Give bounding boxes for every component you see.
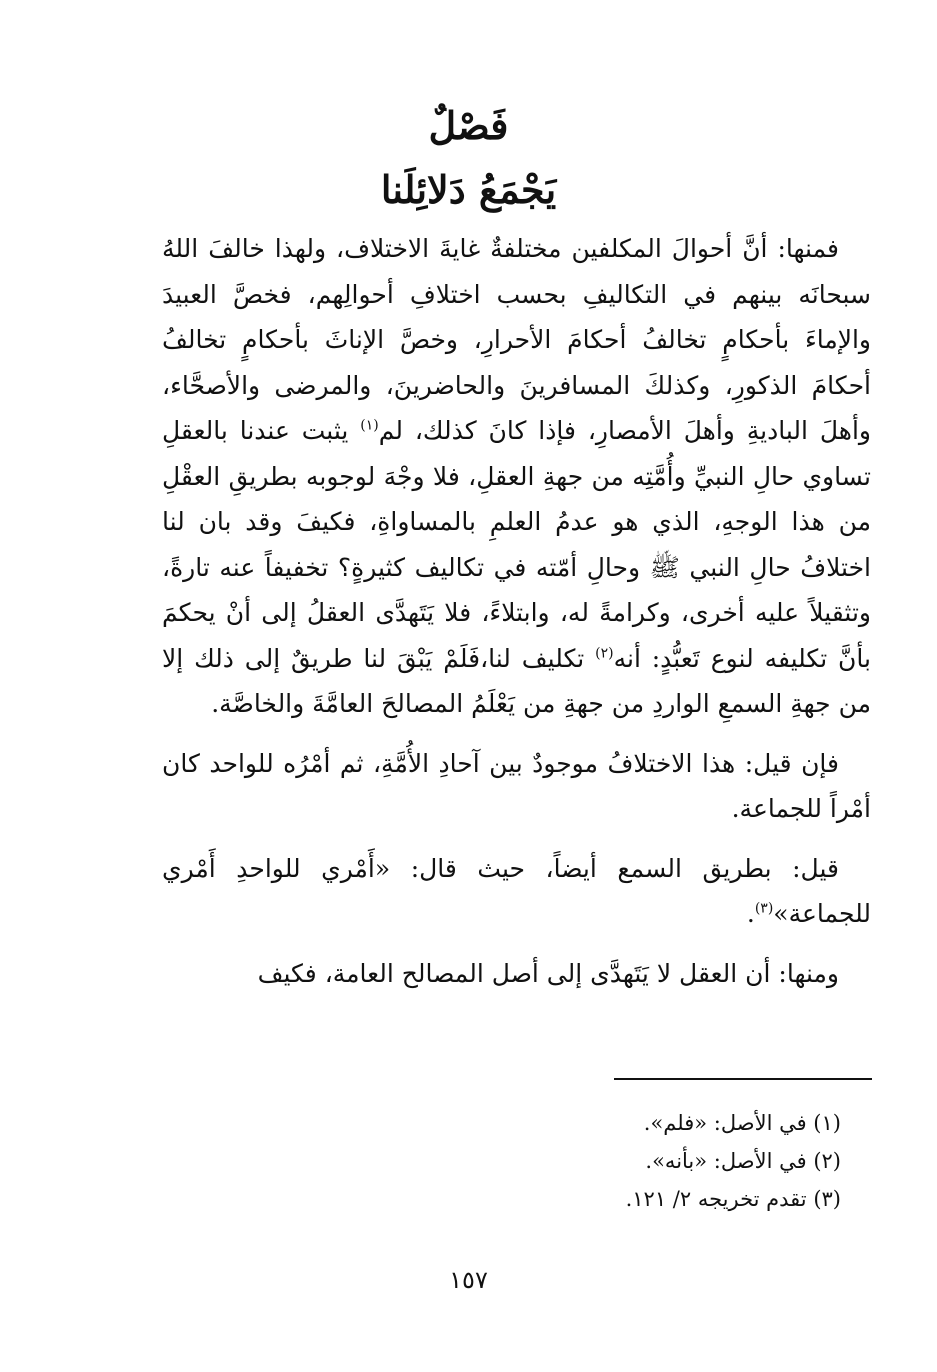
section-title: فَصْلٌ: [428, 103, 509, 148]
footnote-2: (٢) في الأصل: «بأنه».: [645, 1149, 841, 1173]
paragraph-1-text-c: تكليف لنا،فَلَمْ يَبْقَ لنا طريقٌ إلى ذلك إلا من جهةِ السمعِ الواردِ من جهةِ من يَعْلَمُ المصالحَ العامَّةَ والخاصَّة.: [162, 643, 871, 718]
footnote-ref-2: (٢): [595, 645, 614, 662]
paragraph-3: [162, 846, 871, 937]
paragraph-4: [162, 951, 871, 997]
footnote-ref-3: (٣): [754, 900, 774, 917]
footnote-1: (١) في الأصل: «فلم».: [643, 1111, 841, 1135]
footnote-ref-1: (١): [360, 417, 379, 434]
paragraph-1: [162, 226, 871, 727]
paragraph-3-text-a: قيل: بطريق السمع أيضاً، حيث قال: «أَمْري للواحدِ أَمْري للجماعة»: [162, 853, 871, 928]
footnote-divider: [614, 1078, 872, 1080]
paragraph-3-text-b: .: [746, 899, 755, 928]
paragraph-4-text: ومنها: أن العقل لا يَتَهدَّى إلى أصل المصالح العامة، فكيف: [257, 958, 839, 988]
paragraph-1-text-a: فمنها: أنَّ أحوالَ المكلفين مختلفةٌ غايةَ الاختلاف، ولهذا خالفَ اللهُ سبحانَه بينهم في التكاليفِ بحسب اختلافِ أحوالِهم، فخصَّ العبيدَ والإماءَ بأحكامٍ تخالفُ أحكامَ الأحرارِ، وخصَّ الإناثَ بأحكامٍ تخالفُ أحكامَ الذكورِ، وكذلكَ المسافرينَ والحاضرينَ، والمرضى والأصحَّاء، وأهلَ الباديةِ وأهلَ الأمصارِ، فإذا كانَ كذلك، لم: [162, 234, 871, 445]
body-text: [162, 226, 871, 996]
page-number: ١٥٧: [449, 1266, 488, 1294]
paragraph-2-text: فإن قيل: هذا الاختلافُ موجودٌ بين آحادِ الأُمَّةِ، ثم أمْرُه للواحد كان أمْراً للجماعة.: [162, 748, 871, 823]
paragraph-1-text-b: يثبت عندنا بالعقلِ تساوي حالِ النبيِّ وأُمَّتِه من جهةِ العقلِ، فلا وجْهَ لوجوبه بطريقِ العقْلِ من هذا الوجهِ، الذي هو عدمُ العلمِ بالمساواةِ، فكيفَ وقد بان لنا اختلافُ حالِ النبي ﷺ وحالِ أمّته في تكاليف كثيرةٍ؟ تخفيفاً عنه تارةً، وتثقيلاً عليه أخرى، وكرامةً له، وابتلاءً، فلا يَتَهدَّى العقلُ إلى أنْ يحكمَ بأنَّ تكليفه لنوع تَعبُّدٍ: أنه: [162, 416, 871, 673]
chapter-title: يَجْمَعُ دَلائِلَنا: [380, 167, 557, 212]
footnotes: [400, 1104, 841, 1218]
paragraph-2: [162, 741, 871, 832]
footnote-3: (٣) تقدم تخريجه ٢/ ١٢١.: [625, 1187, 841, 1211]
